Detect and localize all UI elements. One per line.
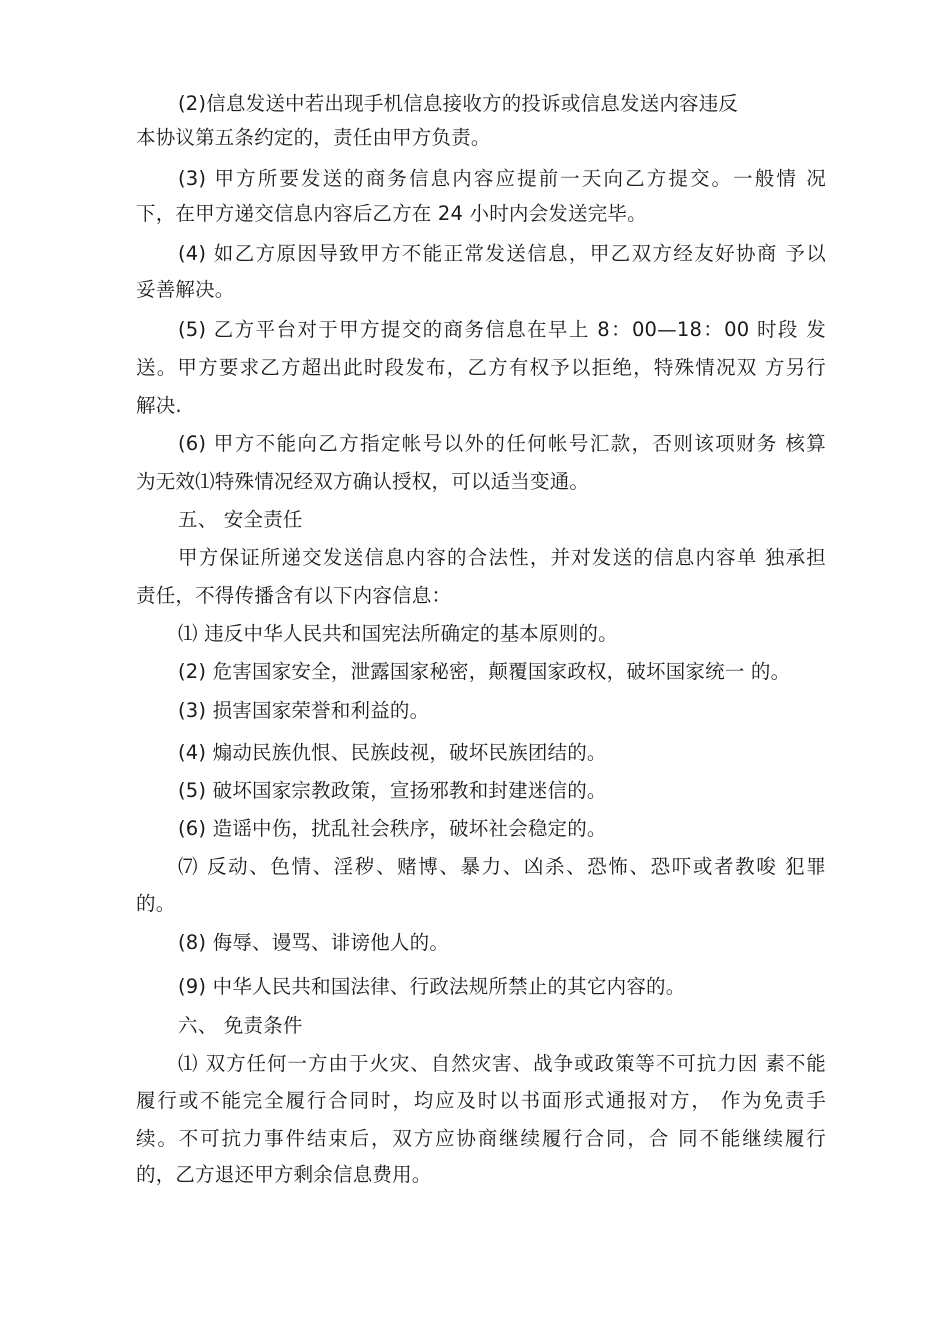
list-item: ⑺ 反动、色情、淫秽、赌博、暴力、凶杀、恐怖、恐吓或者教唆 犯罪: [178, 855, 826, 878]
paragraph-line: 续。不可抗力事件结束后，双方应协商继续履行合同，合 同不能继续履行: [136, 1127, 826, 1150]
paragraph-line: 的，乙方退还甲方剩余信息费用。: [136, 1163, 432, 1186]
paragraph-line: ⑴ 双方任何一方由于火灾、自然灾害、战争或政策等不可抗力因 素不能: [178, 1052, 826, 1075]
paragraph-line: 送。甲方要求乙方超出此时段发布，乙方有权予以拒绝，特殊情况双 方另行: [136, 356, 826, 379]
paragraph-line: (6) 甲方不能向乙方指定帐号以外的任何帐号汇款，否则该项财务 核算: [178, 432, 826, 455]
paragraph-line: 甲方保证所递交发送信息内容的合法性，并对发送的信息内容单 独承担: [178, 546, 826, 569]
paragraph-line: 为无效⑴特殊情况经双方确认授权，可以适当变通。: [136, 470, 590, 493]
list-item: (6) 造谣中伤，扰乱社会秩序，破坏社会稳定的。: [178, 817, 607, 840]
list-item: (8) 侮辱、谩骂、诽谤他人的。: [178, 931, 450, 954]
section-heading: 六、 免责条件: [178, 1014, 303, 1037]
paragraph-line: 履行或不能完全履行合同时，均应及时以书面形式通报对方， 作为免责手: [136, 1089, 826, 1112]
paragraph-line: 责任，不得传播含有以下内容信息：: [136, 584, 452, 607]
paragraph-line: 解决.: [136, 394, 182, 417]
paragraph-line: (5) 乙方平台对于甲方提交的商务信息在早上 8：00—18：00 时段 发: [178, 318, 826, 341]
list-item-continuation: 的。: [136, 892, 176, 915]
paragraph-line: 本协议第五条约定的，责任由甲方负责。: [136, 126, 491, 149]
section-heading: 五、 安全责任: [178, 508, 303, 531]
list-item: (9) 中华人民共和国法律、行政法规所禁止的其它内容的。: [178, 975, 686, 998]
paragraph-line: (2)信息发送中若出现手机信息接收方的投诉或信息发送内容违反: [178, 92, 739, 115]
paragraph-line: 妥善解决。: [136, 278, 235, 301]
paragraph-line: 下，在甲方递交信息内容后乙方在 24 小时内会发送完毕。: [136, 202, 647, 225]
paragraph-line: (3) 甲方所要发送的商务信息内容应提前一天向乙方提交。一般情 况: [178, 167, 826, 190]
list-item: (2) 危害国家安全，泄露国家秘密，颠覆国家政权，破坏国家统一 的。: [178, 660, 791, 683]
list-item: ⑴ 违反中华人民共和国宪法所确定的基本原则的。: [178, 622, 618, 645]
list-item: (3) 损害国家荣誉和利益的。: [178, 699, 430, 722]
list-item: (4) 煽动民族仇恨、民族歧视，破坏民族团结的。: [178, 741, 607, 764]
paragraph-line: (4) 如乙方原因导致甲方不能正常发送信息，甲乙双方经友好协商 予以: [178, 242, 826, 265]
list-item: (5) 破坏国家宗教政策，宣扬邪教和封建迷信的。: [178, 779, 607, 802]
